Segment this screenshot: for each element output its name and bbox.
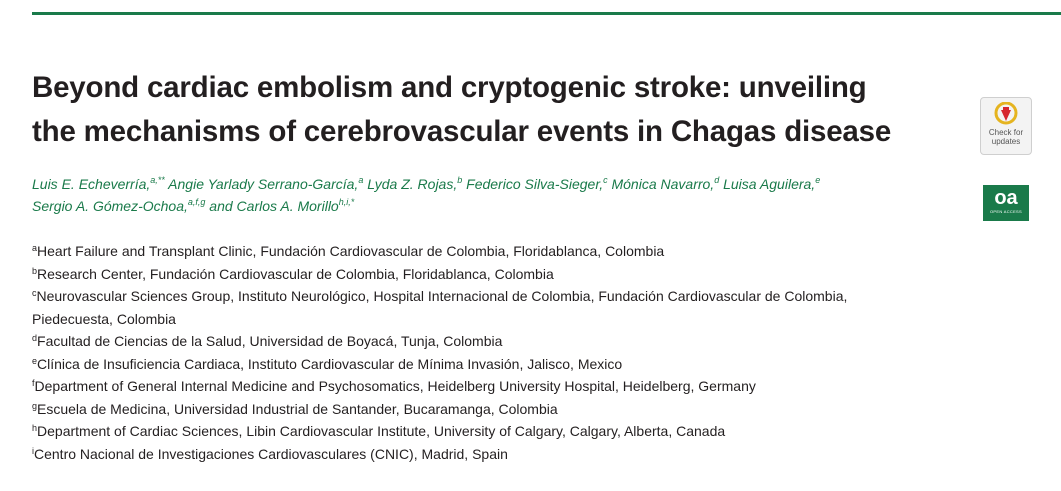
open-access-label: OPEN ACCESS [990, 209, 1022, 214]
affiliation-text: Facultad de Ciencias de la Salud, Universidad de Boyacá, Tunja, Colombia [37, 333, 503, 349]
affiliation-item [32, 443, 992, 466]
author-4[interactable] [466, 176, 607, 192]
title-line-1: Beyond cardiac embolism and cryptogenic stroke: unveiling [32, 71, 867, 104]
check-for-updates-label-1: Check for [988, 128, 1024, 137]
affiliation-sup: e [32, 355, 38, 366]
author-name: Mónica Navarro, [611, 176, 715, 192]
affiliation-item [32, 330, 992, 353]
author-name: and Carlos A. Morillo [209, 198, 339, 214]
affiliation-text: Clínica de Insuficiencia Cardiaca, Instituto Cardiovascular de Mínima Invasión, Jalisco, Mexico [37, 355, 623, 372]
author-7[interactable] [32, 198, 205, 214]
affiliation-sup: g [32, 400, 38, 411]
author-name: Luis E. Echeverría, [32, 176, 151, 192]
author-name: Lyda Z. Rojas, [367, 176, 458, 192]
author-2[interactable] [168, 176, 363, 192]
author-name: Federico Silva-Sieger, [466, 176, 604, 192]
check-for-updates-icon [994, 102, 1018, 128]
author-sup: a,** [150, 175, 165, 185]
author-sup: a [358, 175, 364, 185]
affiliation-item [32, 263, 992, 286]
open-access-badge[interactable] [983, 185, 1029, 221]
affiliation-item [32, 420, 992, 443]
affiliation-sup: b [32, 265, 38, 276]
author-8[interactable] [209, 198, 354, 214]
check-for-updates-label-2: updates [991, 137, 1021, 146]
author-3[interactable] [367, 176, 462, 192]
affiliation-text: Neurovascular Sciences Group, Instituto Neurológico, Hospital Internacional de Colombia, Fundación Cardiovascular de Colombia, [36, 288, 848, 304]
affiliation-item [32, 353, 992, 376]
affiliation-sup: c [32, 288, 37, 298]
header-rule [32, 12, 1061, 15]
author-sup: d [714, 175, 720, 185]
affiliation-item [32, 398, 992, 421]
author-line-2 [32, 195, 932, 217]
affiliation-item [32, 240, 992, 263]
author-sup: h,i,* [338, 197, 355, 207]
author-1[interactable] [32, 176, 165, 192]
affiliation-text: Escuela de Medicina, Universidad Industrial de Santander, Bucaramanga, Colombia [37, 400, 558, 417]
author-sup: c [603, 175, 608, 185]
affiliation-sup: f [32, 378, 35, 388]
affiliation-item [32, 375, 992, 398]
author-line-1 [32, 173, 932, 195]
affiliation-sup: a [32, 243, 38, 253]
affiliation-text: Research Center, Fundación Cardiovascular de Colombia, Floridablanca, Colombia [37, 265, 554, 282]
check-for-updates-button[interactable] [980, 97, 1032, 155]
author-sup: a,f,g [187, 197, 206, 207]
affiliation-text: Department of General Internal Medicine and Psychosomatics, Heidelberg University Hospital, Heidelberg, Germany [34, 378, 756, 394]
author-5[interactable] [611, 176, 719, 192]
affiliation-sup: h [32, 423, 38, 433]
author-sup: e [815, 175, 821, 185]
author-6[interactable] [723, 176, 820, 192]
affiliation-sup: d [32, 333, 38, 343]
author-name: Luisa Aguilera, [723, 176, 816, 192]
affiliation-text: Department of Cardiac Sciences, Libin Cardiovascular Institute, University of Calgary, Calgary, Alberta, Canada [37, 423, 726, 439]
author-sup: b [457, 175, 463, 185]
affiliation-list [32, 240, 992, 465]
author-list [32, 173, 932, 217]
author-name: Angie Yarlady Serrano-García, [168, 176, 359, 192]
author-name: Sergio A. Gómez-Ochoa, [32, 198, 188, 214]
affiliation-text-continued: Piedecuesta, Colombia [32, 310, 176, 327]
affiliation-sup: i [32, 445, 34, 456]
open-access-logo-text: oa [994, 187, 1018, 209]
title-line-2: the mechanisms of cerebrovascular events in Chagas disease [32, 115, 892, 148]
article-title [32, 66, 962, 154]
affiliation-text: Heart Failure and Transplant Clinic, Fundación Cardiovascular de Colombia, Floridablanca, Colombia [37, 243, 665, 259]
affiliation-item [32, 285, 992, 330]
affiliation-text: Centro Nacional de Investigaciones Cardiovasculares (CNIC), Madrid, Spain [34, 445, 508, 462]
